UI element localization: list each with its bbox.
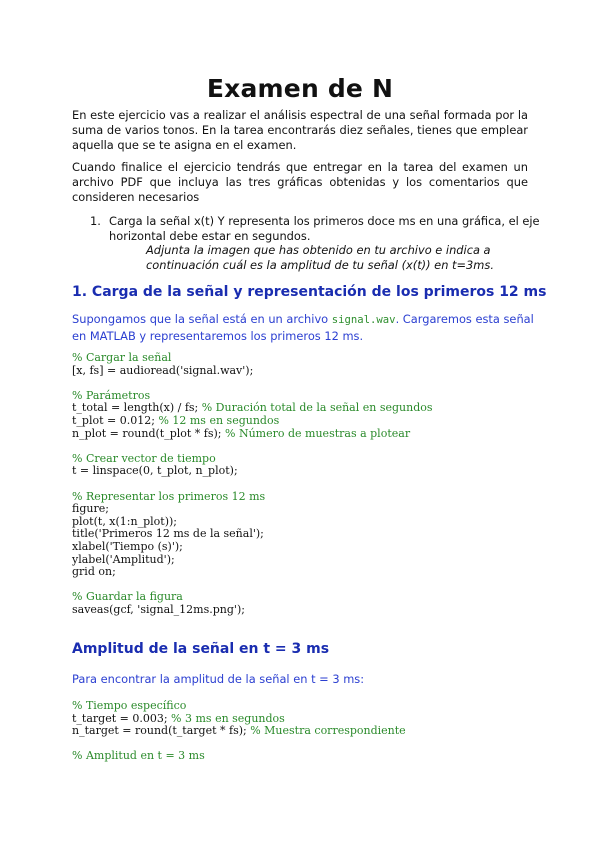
description-line [72,311,534,328]
code-comment: % Crear vector de tiempo [72,451,216,465]
code-line: plot(t, x(1:n_plot)); [72,514,177,528]
delivery-line: Cuando finalice el ejercicio tendrás que entregar en la tarea del examen un [72,160,528,174]
code-comment: % Cargar la señal [72,351,172,364]
code-line: title('Primeros 12 ms de la señal'); [72,527,264,541]
page-title: Examen de N [206,74,394,103]
instruction-line: continuación cuál es la amplitud de tu señal (x(t)) en t=3ms. [146,258,494,272]
task-instruction [146,243,528,273]
description-text: . Cargaremos esta señal [395,312,534,326]
instruction-line: Adjunta la imagen que has obtenido en tu archivo e indica a [146,243,491,257]
code-line: [x, fs] = audioread('signal.wav'); [72,363,254,377]
code-line: xlabel('Tiempo (s)'); [72,539,183,553]
code-comment: % Duración total de la señal en segundos [201,401,433,415]
code-line: t = linspace(0, t_plot, n_plot); [72,464,238,478]
delivery-line: consideren necesarios [72,190,200,204]
code-line: t_target = 0.003; [72,711,172,725]
code-comment: % Número de muestras a plotear [225,426,411,440]
section-heading-1: 1. Carga de la señal y representación de los primeros 12 ms [72,284,547,300]
list-number: 1. [90,214,101,228]
code-comment: % Guardar la figura [72,590,183,604]
code-comment: % Amplitud en t = 3 ms [72,749,205,763]
section-heading-2: Amplitud de la señal en t = 3 ms [72,641,330,657]
code-block-2 [72,700,406,763]
description-line: Para encontrar la amplitud de la señal en t = 3 ms: [72,672,365,686]
code-line: saveas(gcf, 'signal_12ms.png'); [72,602,245,616]
delivery-paragraph [72,160,528,205]
intro-paragraph [72,108,528,153]
section1-description [72,311,534,344]
code-comment: % 12 ms en segundos [158,413,280,427]
code-line: grid on; [72,565,116,579]
intro-line: En este ejercicio vas a realizar el análisis espectral de una señal formada por la [72,108,528,122]
code-line: n_target = round(t_target * fs); [72,724,251,738]
intro-line: suma de varios tonos. En la tarea encontrarás diez señales, tienes que emplear [72,123,528,137]
filename-code: signal.wav [331,314,396,326]
code-line: ylabel('Amplitud'); [72,552,175,566]
task-line: horizontal debe estar en segundos. [109,229,311,243]
code-comment: % Parámetros [72,388,151,402]
description-text: Supongamos que la señal está en un archivo [72,312,332,326]
section2-description [72,671,528,687]
task-line: Carga la señal x(t) Y representa los primeros doce ms en una gráfica, el eje [109,214,540,228]
code-comment: % Muestra correspondiente [250,724,406,738]
delivery-line: archivo PDF que incluya las tres gráficas obtenidas y los comentarios que [72,175,528,189]
code-line: t_total = length(x) / fs; [72,401,202,415]
intro-line: aquella que se te asigna en el examen. [72,138,297,152]
code-block-1 [72,352,433,616]
task-text [109,214,540,244]
code-line: figure; [72,502,109,516]
code-comment: % Tiempo específico [72,699,187,712]
description-line: en MATLAB y representaremos los primeros 12 ms. [72,329,364,343]
code-line: n_plot = round(t_plot * fs); [72,426,226,440]
code-comment: % 3 ms en segundos [171,711,285,725]
code-comment: % Representar los primeros 12 ms [72,489,266,503]
code-line: t_plot = 0.012; [72,413,159,427]
